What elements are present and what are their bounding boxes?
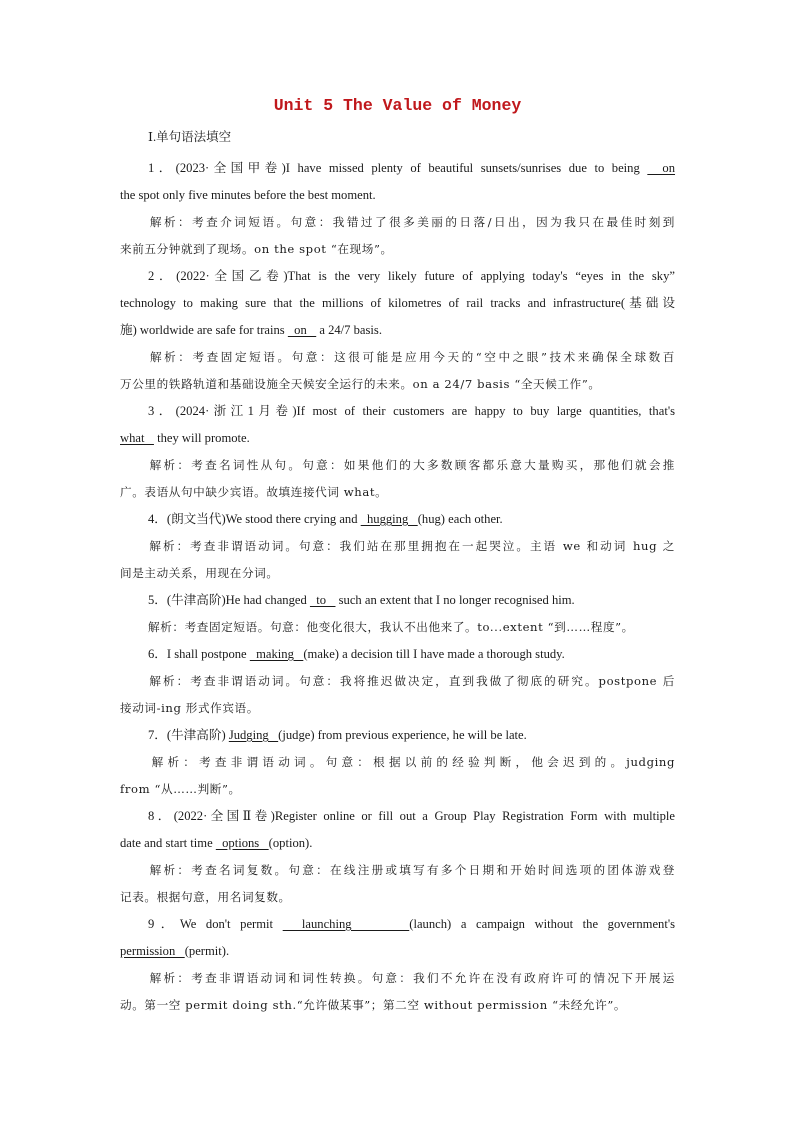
question-text: the spot only five minutes before the best moment. (120, 188, 376, 202)
answer-blank: hugging (360, 512, 418, 526)
answer-explanation: 解析：考查介词短语。句意：我错过了很多美丽的日落/日出，因为我只在最佳时刻到 (148, 215, 675, 229)
answer-explanation: 解析：考查非谓语动词和词性转换。句意：我们不允许在没有政府许可的情况下开展运 (148, 971, 675, 985)
page-title: Unit 5 The Value of Money (273, 96, 522, 115)
question-text: 7．(牛津高阶) Judging (judge) from previous experience, he will be late. (148, 728, 527, 742)
question-item-6 (120, 641, 675, 722)
answer-explanation: 解析：考查非谓语动词。句意：根据以前的经验判断，他会迟到的。judging (148, 755, 675, 769)
answer-blank: Judging (228, 728, 279, 742)
answer-explanation: 记表。根据句意，用名词复数。 (120, 890, 291, 904)
answer-explanation: 来前五分钟就到了现场。on the spot “在现场”。 (120, 242, 393, 256)
question-text: 8．(2022·全国Ⅱ卷)Register online or fill out a Group Play Registration Form with multiple (148, 809, 675, 823)
answer-explanation: 万公里的铁路轨道和基础设施全天候安全运行的未来。on a 24/7 basis “全天候工作”。 (120, 377, 601, 391)
answer-blank: on (287, 323, 317, 337)
question-text: 2．(2022·全国乙卷)That is the very likely future of applying today's “eyes in the sky” (148, 269, 675, 283)
answer-explanation: 解析：考查名词复数。句意：在线注册或填写有多个日期和开始时间选项的团体游戏登 (148, 863, 675, 877)
question-item-5 (120, 587, 675, 641)
question-item-9 (120, 911, 675, 1019)
question-text: 9．We don't permit launching (launch) a campaign without the government's (148, 917, 676, 931)
question-item-4 (120, 506, 675, 587)
question-text: 1．(2023·全国甲卷)I have missed plenty of beautiful sunsets/sunrises due to being on (148, 161, 676, 175)
answer-explanation: from “从……判断”。 (120, 782, 241, 796)
question-text: technology to making sure that the millions of kilometres of rail tracks and infrastructure(基础设 (120, 296, 675, 310)
answer-explanation: 解析：考查非谓语动词。句意：我们站在那里拥抱在一起哭泣。主语 we 和动词 hug 之 (148, 539, 675, 553)
answer-explanation: 解析：考查非谓语动词。句意：我将推迟做决定，直到我做了彻底的研究。postpone 后 (148, 674, 675, 688)
answer-blank: what (120, 431, 154, 445)
question-text: 6．I shall postpone making (make) a decision till I have made a thorough study. (148, 647, 565, 661)
question-text: date and start time options (option). (120, 836, 313, 850)
answer-explanation: 解析：考查名词性从句。句意：如果他们的大多数顾客都乐意大量购买，那他们就会推 (148, 458, 675, 472)
question-text: 5．(牛津高阶)He had changed to such an extent that I no longer recognised him. (148, 593, 575, 607)
answer-blank: launching (282, 917, 410, 931)
answer-explanation: 广。表语从句中缺少宾语。故填连接代词 what。 (120, 485, 388, 499)
answer-explanation: 接动词-ing 形式作宾语。 (120, 701, 259, 715)
question-item-3 (120, 398, 675, 506)
answer-explanation: 动。第一空 permit doing sth.“允许做某事”；第二空 without permission “未经允许”。 (120, 998, 627, 1012)
question-text: 施) worldwide are safe for trains on a 24/7 basis. (120, 323, 382, 337)
question-item-1 (120, 155, 675, 263)
answer-explanation: 解析：考查固定短语。句意：这很可能是应用今天的“空中之眼”技术来确保全球数百 (148, 350, 675, 364)
question-item-2 (120, 263, 675, 398)
answer-explanation: 间是主动关系，用现在分词。 (120, 566, 279, 580)
question-text: what they will promote. (120, 431, 250, 445)
question-text: 3．(2024·浙江1月卷)If most of their customers are happy to buy large quantities, that's (148, 404, 675, 418)
question-item-7 (120, 722, 675, 803)
answer-explanation: 解析：考查固定短语。句意：他变化很大，我认不出他来了。to...extent “到……程度”。 (148, 620, 634, 634)
answer-blank: on (647, 161, 676, 175)
section-heading: Ⅰ.单句语法填空 (148, 130, 232, 144)
document-page (120, 96, 675, 1019)
answer-blank: permission (120, 944, 185, 958)
answer-blank: options (215, 836, 269, 850)
question-text: permission (permit). (120, 944, 230, 958)
question-item-8 (120, 803, 675, 911)
answer-blank: making (249, 647, 304, 661)
question-text: 4．(朗文当代)We stood there crying and hugging (hug) each other. (148, 512, 503, 526)
answer-blank: to (309, 593, 336, 607)
